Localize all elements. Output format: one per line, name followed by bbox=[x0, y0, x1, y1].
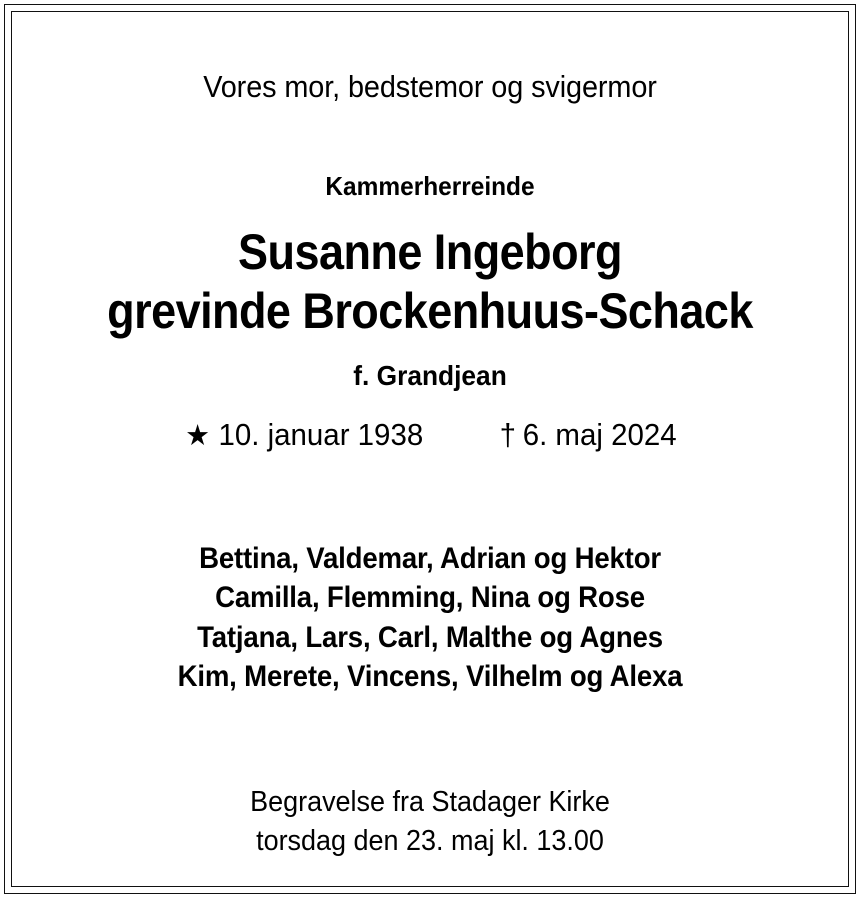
funeral-datetime: torsdag den 23. maj kl. 13.00 bbox=[256, 825, 604, 858]
birth-date: 10. januar 1938 bbox=[218, 417, 423, 453]
death-date: 6. maj 2024 bbox=[522, 417, 677, 453]
survivor-line: Camilla, Flemming, Nina og Rose bbox=[215, 581, 645, 615]
deceased-name-line-1: Susanne Ingeborg bbox=[238, 223, 622, 280]
relation-line: Vores mor, bedstemor og svigermor bbox=[203, 69, 657, 104]
survivor-line: Tatjana, Lars, Carl, Malthe og Agnes bbox=[197, 620, 663, 654]
maiden-name: f. Grandjean bbox=[353, 359, 507, 391]
funeral-details bbox=[65, 783, 794, 862]
deceased-name bbox=[77, 223, 783, 341]
death-notice-inner-frame bbox=[11, 11, 849, 887]
death-date-group bbox=[500, 418, 677, 452]
death-notice-card bbox=[4, 4, 856, 894]
star-icon: ★ bbox=[184, 420, 210, 453]
survivor-line: Kim, Merete, Vincens, Vilhelm og Alexa bbox=[177, 660, 683, 694]
life-dates bbox=[38, 418, 822, 452]
funeral-location: Begravelse fra Stadager Kirke bbox=[250, 785, 610, 818]
death-notice-content bbox=[12, 12, 848, 862]
birth-date-group bbox=[185, 418, 423, 452]
cross-icon: † bbox=[499, 417, 517, 453]
honorific-title: Kammerherreinde bbox=[325, 171, 535, 202]
deceased-name-line-2: grevinde Brockenhuus-Schack bbox=[107, 282, 753, 339]
survivors-list bbox=[38, 539, 822, 697]
survivor-line: Bettina, Valdemar, Adrian og Hektor bbox=[199, 541, 661, 575]
